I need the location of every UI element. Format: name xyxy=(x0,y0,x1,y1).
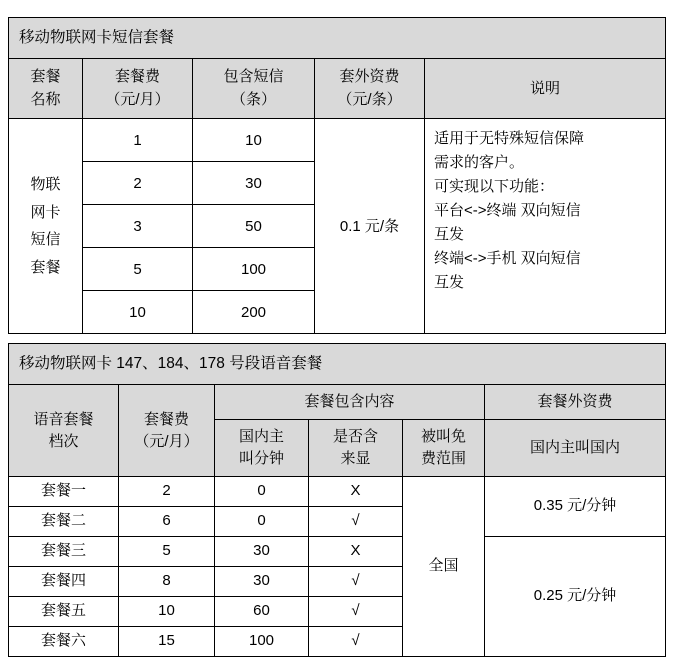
cell-free-range: 全国 xyxy=(403,476,485,656)
cell-level: 套餐三 xyxy=(9,536,119,566)
cell-level: 套餐六 xyxy=(9,626,119,656)
cell-minutes: 30 xyxy=(215,566,309,596)
cell-fee: 8 xyxy=(119,566,215,596)
table2-title-row xyxy=(9,344,666,385)
header-package-fee: 套餐费 （元/月） xyxy=(83,59,193,119)
header-description: 说明 xyxy=(425,59,666,119)
cell-caller-id: X xyxy=(309,476,403,506)
cell-caller-id: X xyxy=(309,536,403,566)
cell-fee: 10 xyxy=(119,596,215,626)
cell-sms: 30 xyxy=(193,162,315,205)
header-out-of-package-group: 套餐外资费 xyxy=(485,385,666,420)
table2-header-group-row xyxy=(9,385,666,420)
cell-fee: 2 xyxy=(119,476,215,506)
cell-fee: 5 xyxy=(119,536,215,566)
header-free-range: 被叫免 费范围 xyxy=(403,420,485,477)
table-row xyxy=(9,536,666,566)
cell-rate-group-2: 0.25 元/分钟 xyxy=(485,536,666,656)
cell-minutes: 0 xyxy=(215,476,309,506)
table2-title: 移动物联网卡 147、184、178 号段语音套餐 xyxy=(9,344,666,385)
table1-header-row xyxy=(9,59,666,119)
table1-title: 移动物联网卡短信套餐 xyxy=(9,18,666,59)
header-voice-level: 语音套餐 档次 xyxy=(9,385,119,476)
header-out-of-package-rate: 套外资费 （元/条） xyxy=(315,59,425,119)
package-name-cell: 物联 网卡 短信 套餐 xyxy=(9,119,83,334)
cell-fee: 1 xyxy=(83,119,193,162)
cell-minutes: 0 xyxy=(215,506,309,536)
cell-fee: 6 xyxy=(119,506,215,536)
cell-level: 套餐一 xyxy=(9,476,119,506)
cell-level: 套餐二 xyxy=(9,506,119,536)
table1-title-row xyxy=(9,18,666,59)
header-domestic-minutes: 国内主 叫分钟 xyxy=(215,420,309,477)
cell-fee: 2 xyxy=(83,162,193,205)
cell-fee: 3 xyxy=(83,205,193,248)
cell-caller-id: √ xyxy=(309,596,403,626)
cell-caller-id: √ xyxy=(309,566,403,596)
cell-caller-id: √ xyxy=(309,626,403,656)
cell-sms: 50 xyxy=(193,205,315,248)
table-row xyxy=(9,119,666,162)
cell-fee: 15 xyxy=(119,626,215,656)
header-voice-fee: 套餐费 （元/月） xyxy=(119,385,215,476)
cell-minutes: 30 xyxy=(215,536,309,566)
header-caller-id: 是否含 来显 xyxy=(309,420,403,477)
cell-level: 套餐五 xyxy=(9,596,119,626)
voice-package-table xyxy=(8,343,666,657)
sms-package-table xyxy=(8,17,666,334)
table-row xyxy=(9,476,666,506)
cell-minutes: 60 xyxy=(215,596,309,626)
cell-minutes: 100 xyxy=(215,626,309,656)
header-included-sms: 包含短信 （条） xyxy=(193,59,315,119)
cell-rate-group-1: 0.35 元/分钟 xyxy=(485,476,666,536)
header-package-name: 套餐 名称 xyxy=(9,59,83,119)
header-domestic-rate: 国内主叫国内 xyxy=(485,420,666,477)
cell-sms: 200 xyxy=(193,291,315,334)
cell-fee: 10 xyxy=(83,291,193,334)
cell-out-of-package-rate: 0.1 元/条 xyxy=(315,119,425,334)
cell-fee: 5 xyxy=(83,248,193,291)
header-package-content-group: 套餐包含内容 xyxy=(215,385,485,420)
cell-sms: 10 xyxy=(193,119,315,162)
cell-sms: 100 xyxy=(193,248,315,291)
cell-description: 适用于无特殊短信保障 需求的客户。 可实现以下功能： 平台<->终端 双向短信 互发 终端<->手机 双向短信 互发 xyxy=(425,119,666,334)
cell-caller-id: √ xyxy=(309,506,403,536)
cell-level: 套餐四 xyxy=(9,566,119,596)
